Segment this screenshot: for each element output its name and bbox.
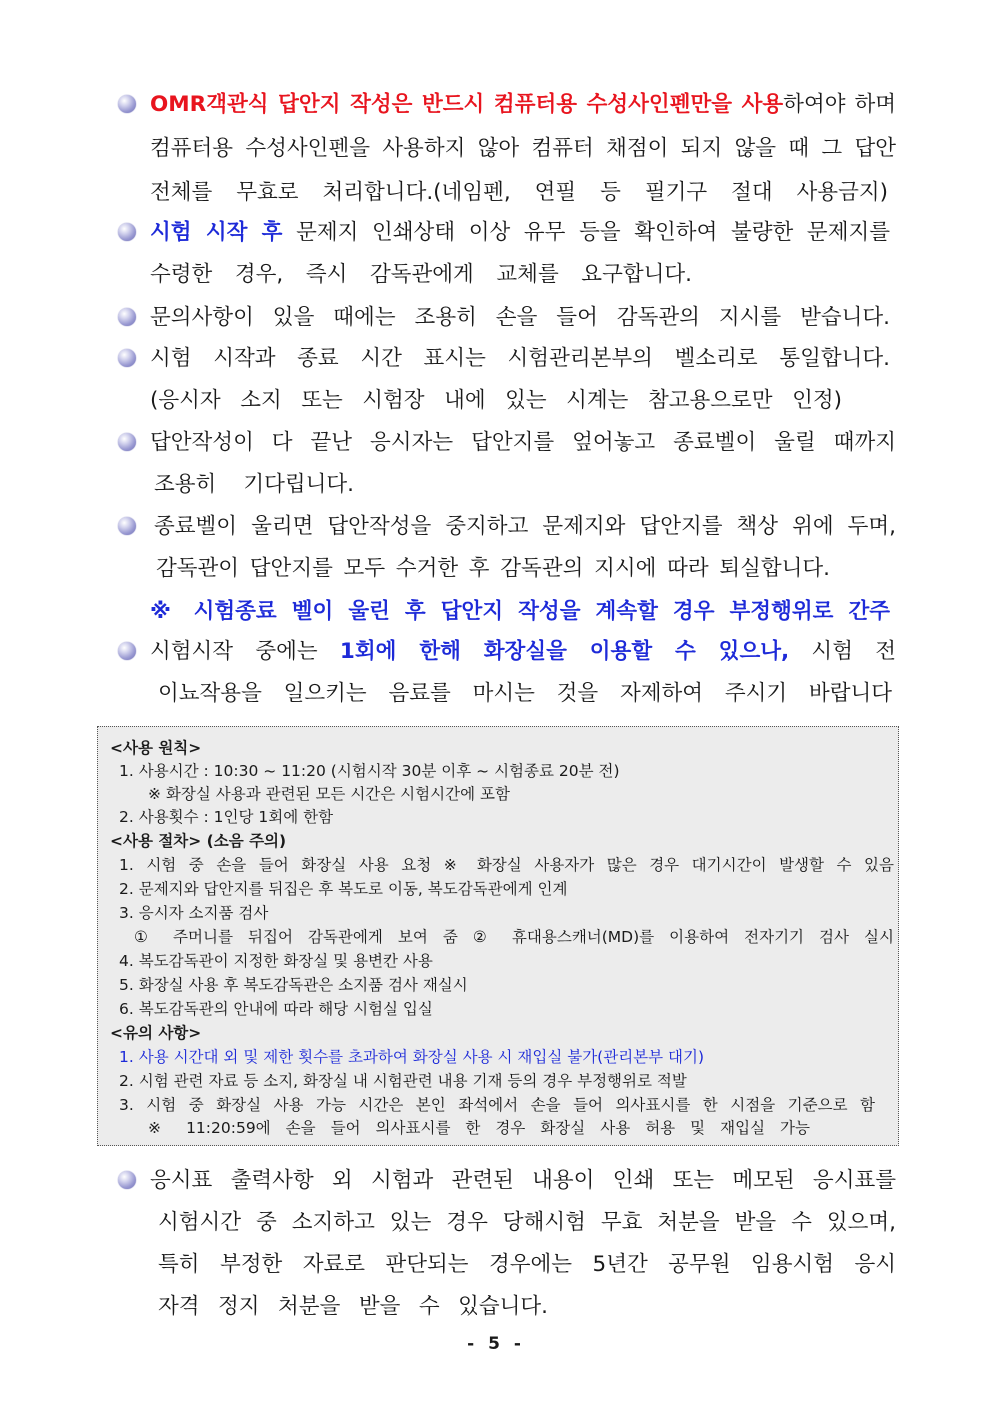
item-line: 감독관이 답안지를 모두 수거한 후 감독관의 지시에 따라 퇴실합니다. [156,556,830,581]
caution-line: 1. 사용 시간대 외 및 제한 횟수를 초과하여 화장실 사용 시 재입실 불가(관리본부 대기) [119,1048,705,1066]
bullet-icon [118,95,136,113]
item-line: (응시자 소지 또는 시험장 내에 있는 시계는 참고용으로만 인정) [150,388,842,413]
caution-line: 3. 시험 중 화장실 사용 가능 시간은 본인 좌석에서 손을 들어 의사표시를 한 시점을 기준으로 함 [119,1096,875,1114]
item-line: 문의사항이 있을 때에는 조용히 손을 들어 감독관의 지시를 받습니다. [150,305,890,330]
item-line: 답안작성이 다 끝난 응시자는 답안지를 엎어놓고 종료벨이 울릴 때까지 [150,430,896,455]
procedure-line: 2. 문제지와 답안지를 뒤집은 후 복도로 이동, 복도감독관에게 인계 [119,880,568,898]
procedure-line: 1. 시험 중 손을 들어 화장실 사용 요청 ※ 화장실 사용자가 많은 경우 대기시간이 발생할 수 있음 [119,856,894,874]
bullet-icon [118,223,136,241]
item-line: 자격 정지 처분을 받을 수 있습니다. [158,1294,548,1319]
item-line: 응시표 출력사항 외 시험과 관련된 내용이 인쇄 또는 메모된 응시표를 [150,1168,896,1193]
bullet-icon [118,517,136,535]
page-number: - 5 - [467,1334,525,1354]
item-line: 전체를 무효로 처리합니다.(네임펜, 연필 등 필기구 절대 사용금지) [150,180,888,205]
rule-line: 2. 사용횟수 : 1인당 1회에 한함 [119,808,334,826]
section-heading: <유의 사항> [110,1024,202,1042]
item-line: 특히 부정한 자료로 판단되는 경우에는 5년간 공무원 임용시험 응시 [158,1252,896,1277]
procedure-line: 4. 복도감독관이 지정한 화장실 및 용변칸 사용 [119,952,433,970]
item-line: 수령한 경우, 즉시 감독관에게 교체를 요구합니다. [150,262,692,287]
warning-note: ※ 시험종료 벨이 울린 후 답안지 작성을 계속할 경우 부정행위로 간주 [150,599,890,624]
restroom-rules-box [97,726,899,1146]
item-line: 시험시작 중에는 1회에 한해 화장실을 이용할 수 있으나, 시험 전 [150,639,896,664]
procedure-line: 6. 복도감독관의 안내에 따라 해당 시험실 입실 [119,1000,433,1018]
item-line: 시험 시작 후 문제지 인쇄상태 이상 유무 등을 확인하여 불량한 문제지를 [150,220,890,245]
item-line: 종료벨이 울리면 답안작성을 중지하고 문제지와 답안지를 책상 위에 두며, [154,514,896,539]
item-line: 시험시간 중 소지하고 있는 경우 당해시험 무효 처분을 받을 수 있으며, [158,1210,896,1235]
caution-line: 2. 시험 관련 자료 등 소지, 화장실 내 시험관련 내용 기재 등의 경우 부정행위로 적발 [119,1072,687,1090]
section-heading: <사용 절차> (소음 주의) [110,832,287,850]
procedure-note: ① 주머니를 뒤집어 감독관에게 보여 줌 ② 휴대용스캐너(MD)를 이용하여 전자기기 검사 실시 [134,928,894,946]
item-line: 시험 시작과 종료 시간 표시는 시험관리본부의 벨소리로 통일합니다. [150,346,890,371]
bullet-icon [118,433,136,451]
item-line: 이뇨작용을 일으키는 음료를 마시는 것을 자제하여 주시기 바랍니다 [158,681,892,706]
bullet-icon [118,642,136,660]
item-line: 조용히 기다립니다. [154,472,354,497]
rule-line: 1. 사용시간 : 10:30 ~ 11:20 (시험시작 30분 이후 ~ 시험종료 20분 전) [119,762,620,780]
rule-note: ※ 화장실 사용과 관련된 모든 시간은 시험시간에 포함 [148,785,510,803]
item-line: OMR객관식 답안지 작성은 반드시 컴퓨터용 수성사인펜만을 사용하여야 하며 [150,92,896,117]
bullet-icon [118,349,136,367]
section-heading: <사용 원칙> [110,739,202,757]
procedure-line: 5. 화장실 사용 후 복도감독관은 소지품 검사 재실시 [119,976,468,994]
caution-note: ※ 11:20:59에 손을 들어 의사표시를 한 경우 화장실 사용 허용 및 재입실 가능 [148,1119,810,1137]
bullet-icon [118,1171,136,1189]
bullet-icon [118,308,136,326]
procedure-line: 3. 응시자 소지품 검사 [119,904,269,922]
item-line: 컴퓨터용 수성사인펜을 사용하지 않아 컴퓨터 채점이 되지 않을 때 그 답안 [150,136,896,161]
